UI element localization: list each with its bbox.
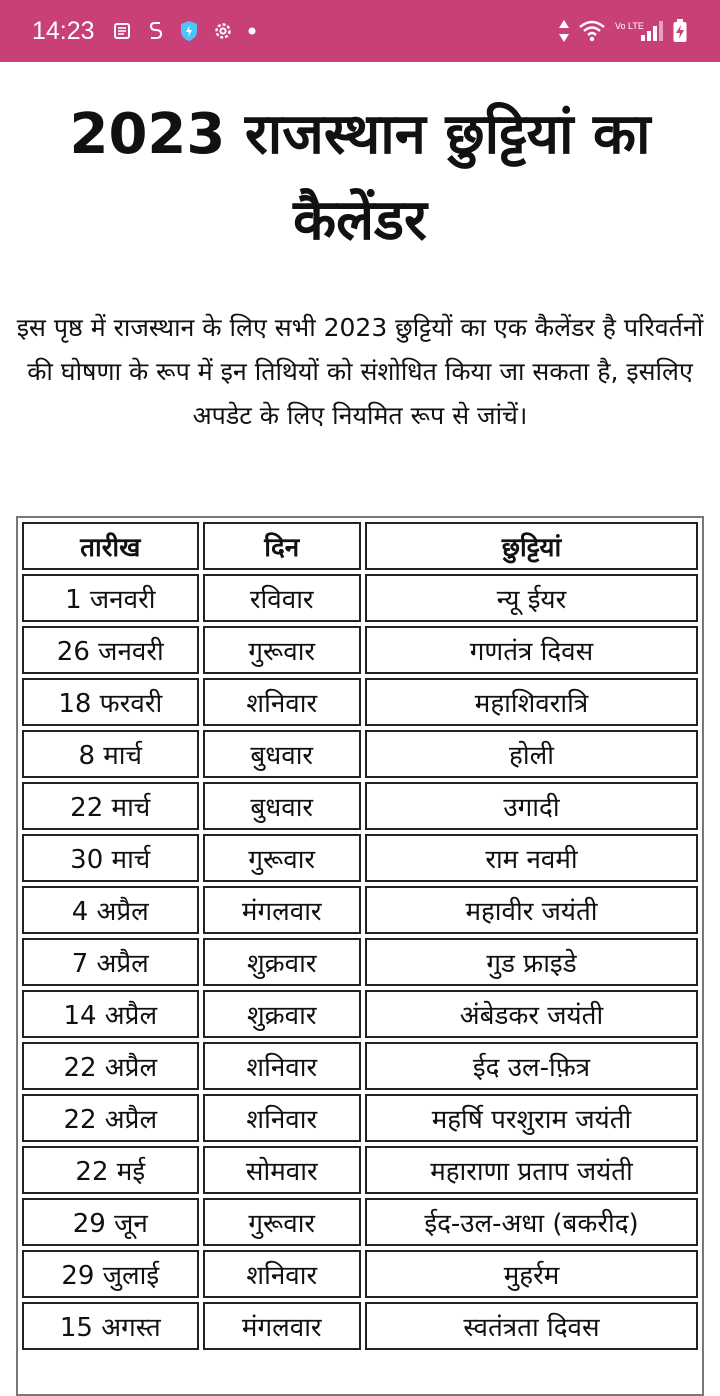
cell-holiday: महावीर जयंती <box>365 886 698 934</box>
cell-day: शुक्रवार <box>203 990 361 1038</box>
page-title: 2023 राजस्थान छुट्टियां का कैलेंडर <box>69 102 651 253</box>
cell-date: 29 जून <box>22 1198 199 1246</box>
cell-date: 1 जनवरी <box>22 574 199 622</box>
cell-date: 7 अप्रैल <box>22 938 199 986</box>
cell-date: 29 जुलाई <box>22 1250 199 1298</box>
table-row <box>22 1042 698 1090</box>
cell-holiday: अंबेडकर जयंती <box>365 990 698 1038</box>
table-row <box>22 1094 698 1142</box>
cell-holiday: न्यू ईयर <box>365 574 698 622</box>
cell-day: मंगलवार <box>203 1302 361 1350</box>
cell-date: 30 मार्च <box>22 834 199 882</box>
cell-date: 22 अप्रैल <box>22 1094 199 1142</box>
cell-day: शनिवार <box>203 1042 361 1090</box>
cell-holiday: राम नवमी <box>365 834 698 882</box>
cell-holiday: महाराणा प्रताप जयंती <box>365 1146 698 1194</box>
table-row <box>22 574 698 622</box>
status-time: 14:23 <box>32 16 95 45</box>
holiday-table <box>18 518 702 1354</box>
signal-icon <box>640 20 664 42</box>
intro-paragraph: इस पृष्ठ में राजस्थान के लिए सभी 2023 छुट्टियों का एक कैलेंडर है परिवर्तनों की घोषणा के रूप में इन तिथियों को संशोधित किया जा सकता है, इसलिए अपडेट के लिए नियमित रूप से जांचें। <box>16 313 704 430</box>
table-row <box>22 1146 698 1194</box>
table-row <box>22 990 698 1038</box>
dot-icon <box>247 26 257 36</box>
table-row <box>22 626 698 674</box>
cell-day: गुरूवार <box>203 1198 361 1246</box>
cell-date: 15 अगस्त <box>22 1302 199 1350</box>
table-row <box>22 1302 698 1350</box>
volte-icon <box>614 20 644 42</box>
cell-date: 4 अप्रैल <box>22 886 199 934</box>
status-bar <box>0 0 720 62</box>
cell-date: 8 मार्च <box>22 730 199 778</box>
cell-date: 26 जनवरी <box>22 626 199 674</box>
cell-day: सोमवार <box>203 1146 361 1194</box>
table-row <box>22 1198 698 1246</box>
cell-day: रविवार <box>203 574 361 622</box>
cell-holiday: ईद उल-फ़ित्र <box>365 1042 698 1090</box>
cell-day: शनिवार <box>203 678 361 726</box>
table-row <box>22 730 698 778</box>
cell-date: 18 फरवरी <box>22 678 199 726</box>
cell-day: गुरूवार <box>203 626 361 674</box>
table-row <box>22 886 698 934</box>
cell-day: शनिवार <box>203 1250 361 1298</box>
cell-holiday: स्वतंत्रता दिवस <box>365 1302 698 1350</box>
table-row <box>22 678 698 726</box>
wifi-icon <box>578 20 606 42</box>
cell-date: 22 मई <box>22 1146 199 1194</box>
data-arrows-icon <box>558 19 570 43</box>
table-header-row <box>22 522 698 570</box>
settings-icon <box>213 21 233 41</box>
svg-text:Vo LTE: Vo LTE <box>615 21 644 31</box>
header-date: तारीख <box>22 522 199 570</box>
cell-holiday: गुड फ्राइडे <box>365 938 698 986</box>
table-row <box>22 938 698 986</box>
cell-holiday: होली <box>365 730 698 778</box>
status-left-icons <box>113 20 257 42</box>
table-row <box>22 834 698 882</box>
battery-charging-icon <box>672 19 688 43</box>
cell-day: शनिवार <box>203 1094 361 1142</box>
table-row <box>22 782 698 830</box>
cell-date: 22 अप्रैल <box>22 1042 199 1090</box>
cell-holiday: महाशिवरात्रि <box>365 678 698 726</box>
table-row <box>22 1250 698 1298</box>
news-icon <box>113 21 133 41</box>
header-day: दिन <box>203 522 361 570</box>
cell-day: बुधवार <box>203 730 361 778</box>
holiday-table-body <box>22 574 698 1350</box>
header-holiday: छुट्टियां <box>365 522 698 570</box>
cell-holiday: उगादी <box>365 782 698 830</box>
cell-day: मंगलवार <box>203 886 361 934</box>
cell-holiday: मुहर्रम <box>365 1250 698 1298</box>
holiday-table-container <box>16 516 704 1396</box>
cell-day: शुक्रवार <box>203 938 361 986</box>
cell-holiday: महर्षि परशुराम जयंती <box>365 1094 698 1142</box>
cell-day: बुधवार <box>203 782 361 830</box>
cell-date: 14 अप्रैल <box>22 990 199 1038</box>
cell-holiday: ईद-उल-अधा (बकरीद) <box>365 1198 698 1246</box>
cell-holiday: गणतंत्र दिवस <box>365 626 698 674</box>
status-right-icons <box>558 19 688 43</box>
cell-day: गुरूवार <box>203 834 361 882</box>
shield-icon <box>179 20 199 42</box>
cell-date: 22 मार्च <box>22 782 199 830</box>
sim-icon <box>147 21 165 41</box>
